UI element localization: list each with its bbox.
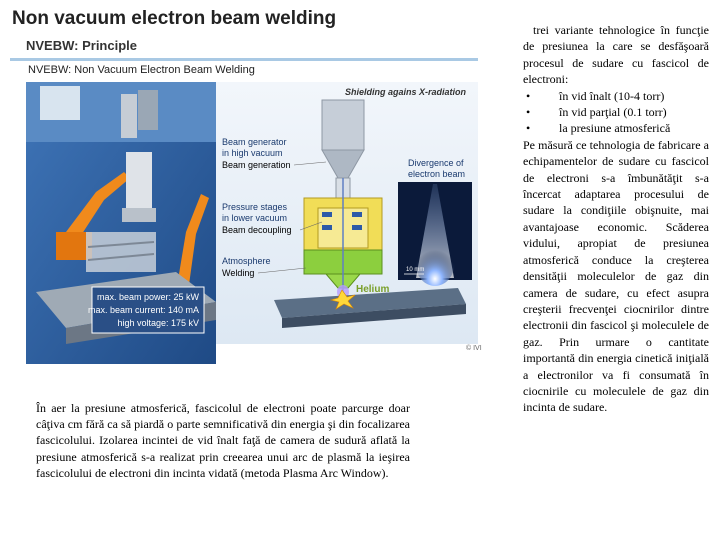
bullet-icon: • [526, 105, 531, 120]
bottom-paragraph: În aer la presiune atmosferică, fascicolul de electroni poate parcurge doar câţiva cm fără ca să piardă o parte semnificativă din energia şi din focalizarea fascicolului. Izolarea incintei de vid înalt faţă de camera de sudură aflată la presiune atmosferică s-a realizat prin creearea unui arc de plasmă la ieşirea fascicolului de electroni din incinta vidată (metoda Plasma Arc Window). [36, 401, 410, 480]
beam-decoupling-label: Beam decoupling [222, 225, 292, 235]
scale-label: 10 mm [406, 267, 425, 273]
slide-subtitle: NVEBW: Principle [26, 38, 138, 53]
beam-generator-label: Beam generator [222, 137, 287, 147]
welding-label: Welding [222, 268, 255, 278]
right-intro-text: trei variante tehnologice în funcţie de presiunea la care se desfăşoară procesul de sudare cu fascicol de electroni: [523, 23, 709, 87]
list-item [523, 104, 709, 120]
divergence-label-1: Divergence of [408, 158, 464, 168]
variant-atmospheric: la presiune atmosferică [559, 121, 671, 136]
beam-generation-label: Beam generation [222, 160, 291, 170]
beam-divergence-photo [398, 182, 472, 286]
list-item [523, 120, 709, 136]
principle-diagram [216, 82, 478, 344]
variant-partial-vacuum: în vid parţial (0.1 torr) [559, 105, 667, 120]
atmosphere-label: Atmosphere [222, 256, 271, 266]
spec-high-voltage: high voltage: 175 kV [117, 318, 199, 328]
nvebw-figure [26, 82, 478, 364]
technology-variants-list [523, 88, 709, 137]
slide-title: Non vacuum electron beam welding [12, 8, 337, 29]
helium-label: Helium [356, 284, 390, 295]
pressure-stages-label: Pressure stages [222, 202, 288, 212]
list-item [523, 88, 709, 104]
right-body: Pe măsură ce tehnologia de fabricare a echipamentelor de sudare cu fascicol de electroni s-a îmbunătăţit s-a încercat adaptarea procesului de sudare la condiţiile obişnuite, mai avantajoase economic. Scăderea vidului, apropiat de presiunea atmosferică conduce la creşterea densităţii moleculelor de gaz din camera de sudare, cu efect asupra creşterii frecvenţei ciocnirilor dintre electronii din fascicol şi moleculele de gaz. Prin urmare o cantitate importantă din energia cinetică iniţială a electronilor va fi consumată în ciocnirile cu moleculele de gaz din incinta de sudare. [523, 137, 709, 415]
right-column [523, 22, 709, 416]
figure-copyright: © IVI [466, 345, 482, 352]
figure-caption: NVEBW: Non Vacuum Electron Beam Welding [28, 64, 255, 76]
variant-high-vacuum: în vid înalt (10-4 torr) [559, 88, 665, 103]
shielding-label: Shielding agains X-radiation [344, 87, 466, 97]
pressure-stages-sub: in lower vacuum [222, 213, 288, 223]
bullet-icon: • [526, 88, 531, 103]
right-intro [523, 22, 709, 88]
divergence-label-2: electron beam [408, 169, 466, 179]
title-divider [10, 58, 478, 61]
spec-beam-power: max. beam power: 25 kW [96, 292, 199, 302]
spec-beam-current: max. beam current: 140 mA [87, 305, 199, 315]
specs-box [88, 287, 204, 333]
beam-generator-sub: in high vacuum [222, 148, 283, 158]
bullet-icon: • [526, 121, 531, 136]
